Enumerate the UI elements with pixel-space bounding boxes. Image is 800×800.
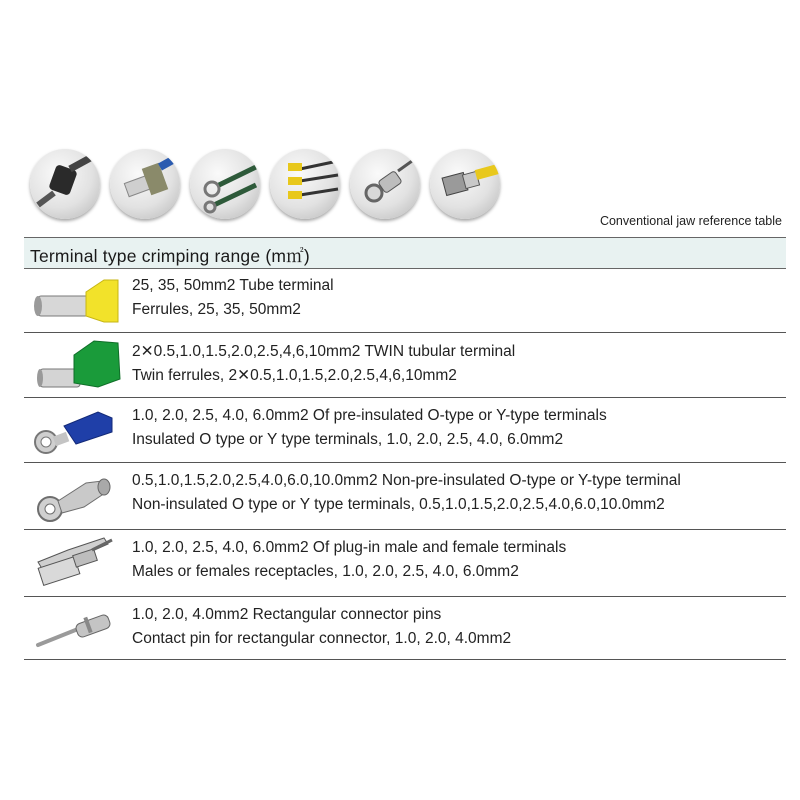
row-spec-line: 1.0, 2.0, 2.5, 4.0, 6.0mm2 Of pre-insulated O-type or Y-type terminals bbox=[132, 407, 607, 424]
row-spec-line: 2✕0.5,1.0,1.5,2.0,2.5,4,6,10mm2 TWIN tubular terminal bbox=[132, 343, 516, 360]
rf-connector-jaw-icon bbox=[430, 149, 500, 219]
plug-in-terminal-icon bbox=[28, 532, 126, 592]
row-spec-line: 1.0, 2.0, 2.5, 4.0, 6.0mm2 Of plug-in male and female terminals bbox=[132, 539, 567, 556]
twin-ferrule-icon bbox=[28, 335, 126, 395]
contact-pin-icon bbox=[28, 599, 126, 659]
table-header bbox=[24, 237, 786, 269]
insulated-terminals-jaw-icon bbox=[270, 149, 340, 219]
row-spec-line: 25, 35, 50mm2 Tube terminal bbox=[132, 277, 334, 294]
jaw-reference-caption: Conventional jaw reference table bbox=[599, 214, 782, 228]
tube-terminal-icon bbox=[28, 270, 126, 330]
row-desc-line: Ferrules, 25, 35, 50mm2 bbox=[132, 301, 301, 318]
ferrule-jaw-icon bbox=[30, 149, 100, 219]
insulated-ring-terminal-icon bbox=[28, 400, 126, 460]
non-insulated-lug-jaw-icon bbox=[350, 149, 420, 219]
row-desc-line: Non-insulated O type or Y type terminals, 0.5,1.0,1.5,2.0,2.5,4.0,6.0,10.0mm2 bbox=[132, 496, 665, 513]
row-desc-line: Males or females receptacles, 1.0, 2.0, 2.5, 4.0, 6.0mm2 bbox=[132, 563, 519, 580]
table-row bbox=[24, 463, 786, 530]
row-spec-line: 0.5,1.0,1.5,2.0,2.5,4.0,6.0,10.0mm2 Non-pre-insulated O-type or Y-type terminal bbox=[132, 472, 681, 489]
row-desc-line: Insulated O type or Y type terminals, 1.0, 2.0, 2.5, 4.0, 6.0mm2 bbox=[132, 431, 564, 448]
row-desc-line: Twin ferrules, 2✕0.5,1.0,1.5,2.0,2.5,4,6,10mm2 bbox=[132, 367, 457, 384]
non-insulated-ring-terminal-icon bbox=[28, 465, 126, 525]
twin-ferrule-jaw-icon bbox=[110, 149, 180, 219]
table-row bbox=[24, 268, 786, 333]
row-spec-line: 1.0, 2.0, 4.0mm2 Rectangular connector pins bbox=[132, 606, 442, 623]
table-row bbox=[24, 398, 786, 463]
table-row bbox=[24, 530, 786, 597]
table-header-title: Terminal type crimping range (m㎡) bbox=[30, 246, 310, 266]
table-row bbox=[24, 597, 786, 660]
table-row bbox=[24, 333, 786, 398]
row-desc-line: Contact pin for rectangular connector, 1.0, 2.0, 4.0mm2 bbox=[132, 630, 512, 647]
ring-terminal-jaw-icon bbox=[190, 149, 260, 219]
